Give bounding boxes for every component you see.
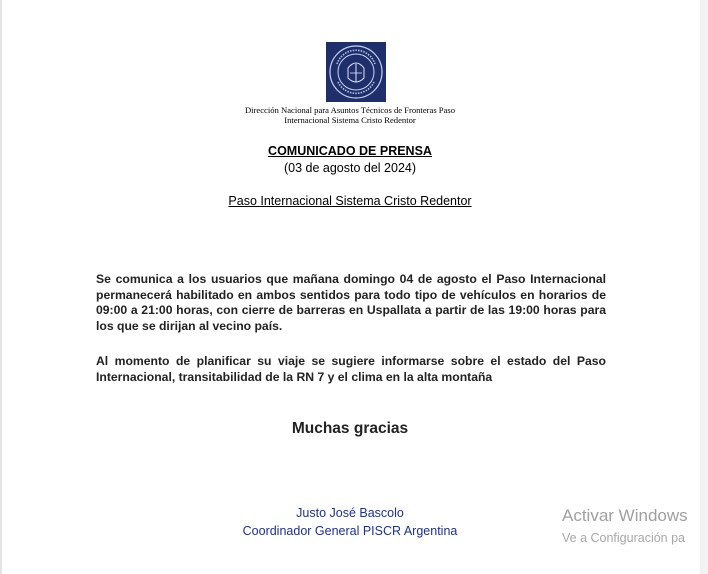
body-paragraph-2: Al momento de planificar su viaje se sugiere informarse sobre el estado del Paso Internacional, transitabilidad de la RN 7 y el clima en la alta montaña <box>96 354 606 384</box>
signature-name: Justo José Bascolo <box>296 506 404 520</box>
page-left-border <box>0 0 2 574</box>
press-release-subject: Paso Internacional Sistema Cristo Redentor <box>228 194 472 208</box>
body-paragraph-1: Se comunica a los usuarios que mañana domingo 04 de agosto el Paso Internacional permanecerá habilitado en ambos sentidos para todo tipo de vehículos en horarios de 09:00 a 21:00 horas, con cierre de barreras en Uspallata a partir de las 19:00 horas para los que se dirijan al vecino país. <box>96 272 606 333</box>
letterhead-line-2: Internacional Sistema Cristo Redentor <box>284 115 416 125</box>
press-release-title: COMUNICADO DE PRENSA <box>268 144 432 158</box>
signature-role: Coordinador General PISCR Argentina <box>242 524 458 538</box>
letterhead <box>200 105 500 125</box>
windows-activation-watermark-title: Activar Windows <box>562 506 688 525</box>
ministry-seal-logo <box>326 42 386 102</box>
press-release-date: (03 de agosto del 2024) <box>283 161 417 175</box>
windows-activation-watermark-hint: Ve a Configuración pa <box>562 531 686 545</box>
closing-thanks: Muchas gracias <box>291 420 409 437</box>
page-right-margin <box>700 0 708 574</box>
letterhead-line-1: Dirección Nacional para Asuntos Técnicos de Fronteras Paso <box>244 105 456 115</box>
